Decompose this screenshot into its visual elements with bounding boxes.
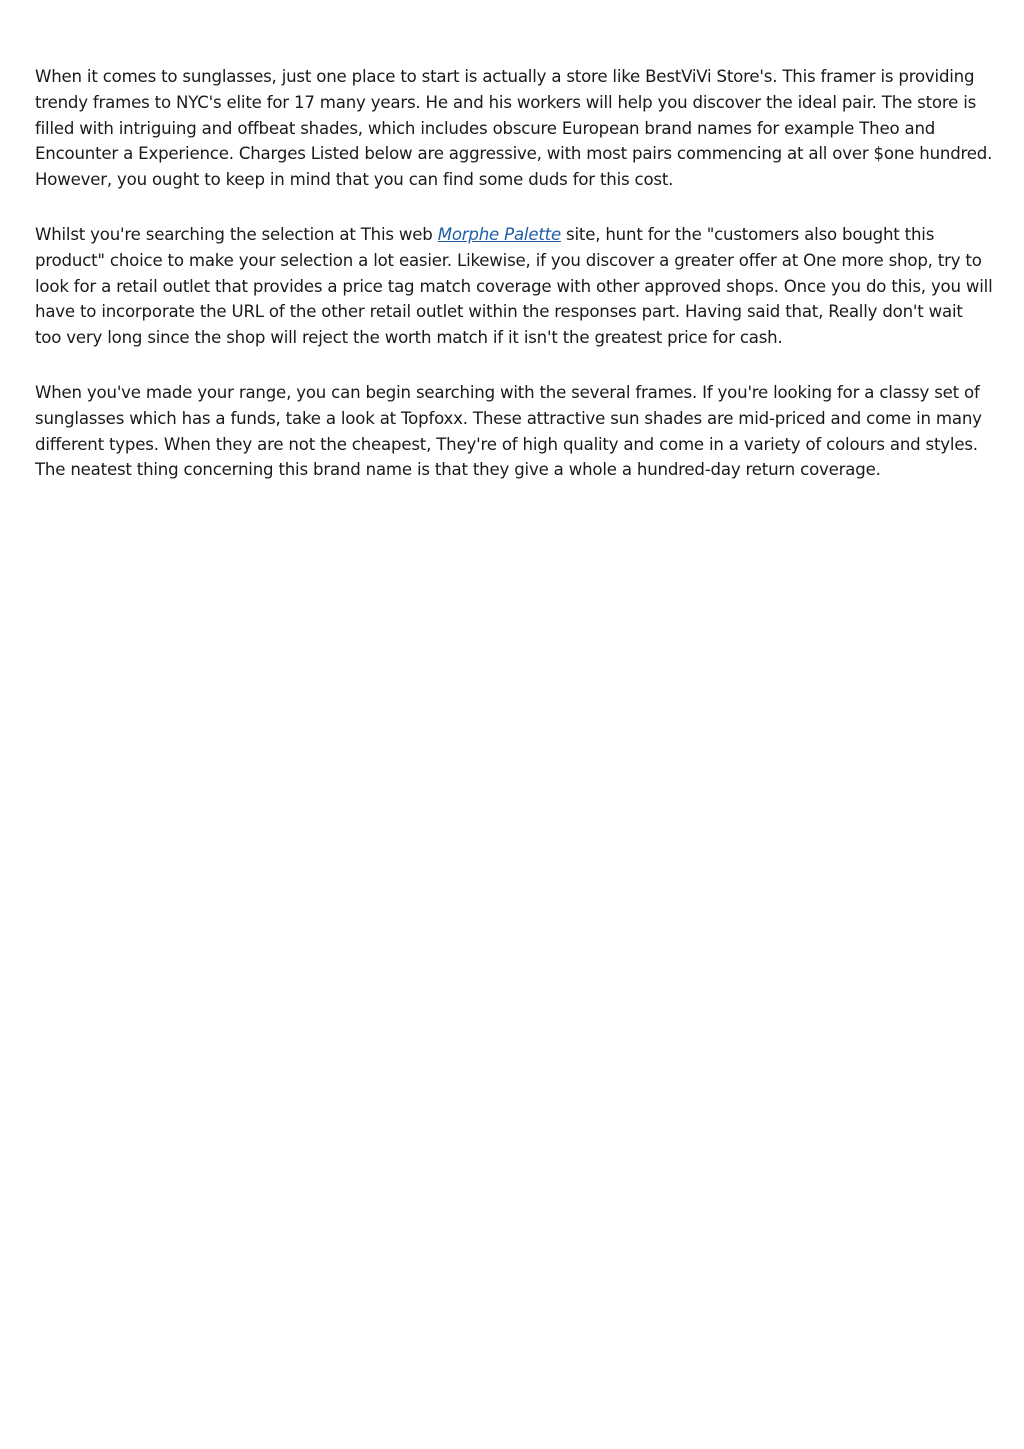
paragraph-3: When you've made your range, you can begin searching with the several frames. If you're looking for a classy set of sunglasses which has a funds, take a look at Topfoxx. These attractive sun shades are mid-priced and come in many different types. When they are not the cheapest, They're of high quality and come in a variety of colours and styles. The neatest thing concerning this brand name is that they give a whole a hundred-day return coverage. [35, 382, 982, 480]
paragraph-2 [35, 222, 993, 351]
paragraph-2-text-after-link: site, hunt for the "customers also bought this product" choice to make your selection a lot easier. Likewise, if you discover a greater offer at One more shop, try to look for a retail outlet that provides a price tag match coverage with other approved shops. Once you do this, you will have to incorporate the URL of the other retail outlet within the responses part. Having said that, Really don't wait too very long since the shop will reject the worth match if it isn't the greatest price for cash. [35, 224, 993, 348]
document-page [35, 64, 993, 512]
paragraph-2-text-before-link: Whilst you're searching the selection at This web [35, 224, 438, 244]
morphe-palette-link[interactable]: Morphe Palette [437, 224, 561, 244]
paragraph-1: When it comes to sunglasses, just one place to start is actually a store like BestViVi Store's. This framer is providing trendy frames to NYC's elite for 17 many years. He and his workers will help you discover the ideal pair. The store is filled with intriguing and offbeat shades, which includes obscure European brand names for example Theo and Encounter a Experience. Charges Listed below are aggressive, with most pairs commencing at all over $one hundred. However, you ought to keep in mind that you can find some duds for this cost. [35, 67, 993, 190]
